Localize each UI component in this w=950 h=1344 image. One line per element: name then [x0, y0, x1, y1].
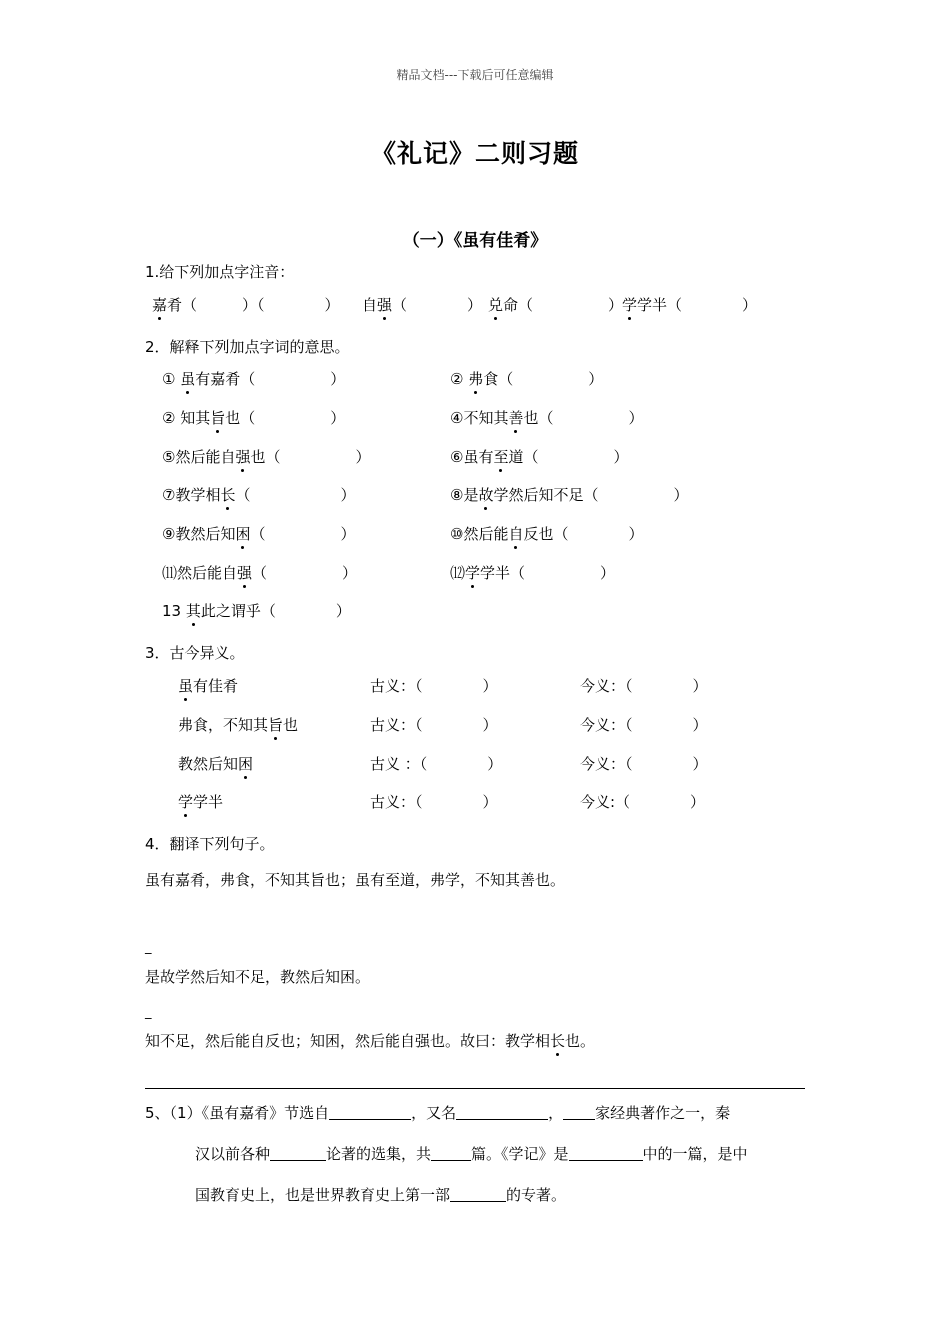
- fill-blank: [270, 1146, 326, 1161]
- fill-blank: [563, 1105, 595, 1120]
- q4-prompt: 4．翻译下列句子。: [145, 835, 275, 853]
- q2-item: ② 弗食（ ）: [450, 370, 604, 388]
- q3-gu: 古义：（ ）: [370, 716, 498, 734]
- q2-item: ④不知其善也（ ）: [450, 409, 644, 427]
- q2-item: ⑧是故学然后知不足（ ）: [450, 486, 689, 504]
- q2-prompt: 2．解释下列加点字词的意思。: [145, 338, 350, 356]
- q5-line: 国教育史上，也是世界教育史上第一部 的专著。: [195, 1186, 567, 1204]
- q4-sentence: 是故学然后知不足，教然后知困。: [145, 968, 371, 986]
- q4-sentence: 知不足，然后能自反也；知困，然后能自强也。故曰：教学相长也。: [145, 1032, 596, 1050]
- q3-phrase: 教然后知困: [178, 755, 254, 773]
- page-title: 《礼记》二则习题: [370, 139, 579, 168]
- q3-gu: 古义：（ ）: [370, 677, 498, 695]
- q5-line: 5、（1）《虽有嘉肴》节选自 ，又名 ， 家经典著作之一，秦: [145, 1104, 731, 1122]
- q3-gu: 古义：（ ）: [370, 793, 498, 811]
- q3-gu: 古义 ：（ ）: [370, 755, 503, 773]
- q3-jin: 今义：（ ）: [580, 716, 708, 734]
- q3-phrase: 弗食，不知其旨也: [178, 716, 299, 734]
- q2-item: ⑾然后能自强（ ）: [162, 564, 358, 582]
- q3-prompt: 3．古今异义。: [145, 644, 245, 662]
- fill-blank: [569, 1146, 643, 1161]
- fill-blank: [329, 1105, 411, 1120]
- horizontal-divider: [145, 1088, 805, 1089]
- answer-dash: _: [145, 940, 152, 955]
- q2-item: ⑿学学半（ ）: [450, 564, 616, 582]
- fill-blank: [431, 1146, 471, 1161]
- q2-item: ② 知其旨也（ ）: [162, 409, 346, 427]
- q1-prompt: 1.给下列加点字注音：: [145, 263, 295, 281]
- q4-sentence: 虽有嘉肴，弗食，不知其旨也；虽有至道，弗学，不知其善也。: [145, 871, 566, 889]
- q3-jin: 今义:（ ）: [580, 793, 706, 811]
- q2-item: ⑤然后能自强也（ ）: [162, 448, 371, 466]
- q2-item: ① 虽有嘉肴（ ）: [162, 370, 346, 388]
- q3-phrase: 学学半: [178, 793, 224, 811]
- page-header-caption: 精品文档---下载后可任意编辑: [396, 68, 554, 82]
- answer-dash: _: [145, 1005, 152, 1020]
- q5-line: 汉以前各种 论著的选集，共 篇。《学记》是 中的一篇，是中: [195, 1145, 748, 1163]
- fill-blank: [456, 1105, 548, 1120]
- q1-item: 嘉肴（ ）（ ）: [152, 296, 340, 314]
- q2-item: ⑦教学相长（ ）: [162, 486, 356, 504]
- q1-item: 学学半（ ）: [622, 296, 758, 314]
- q2-item: ⑨教然后知困（ ）: [162, 525, 356, 543]
- fill-blank: [450, 1187, 506, 1202]
- q3-jin: 今义：（ ）: [580, 677, 708, 695]
- q1-item: 兑命（ ）: [488, 296, 624, 314]
- q2-item: ⑩然后能自反也（ ）: [450, 525, 644, 543]
- q3-phrase: 虽有佳肴: [178, 677, 239, 695]
- q2-item: 13 其此之谓乎（ ）: [162, 602, 351, 620]
- q2-item: ⑥虽有至道（ ）: [450, 448, 629, 466]
- q1-item: 自强（ ）: [362, 296, 483, 314]
- section-title: （一）《虽有佳肴》: [402, 231, 548, 251]
- q3-jin: 今义：（ ）: [580, 755, 708, 773]
